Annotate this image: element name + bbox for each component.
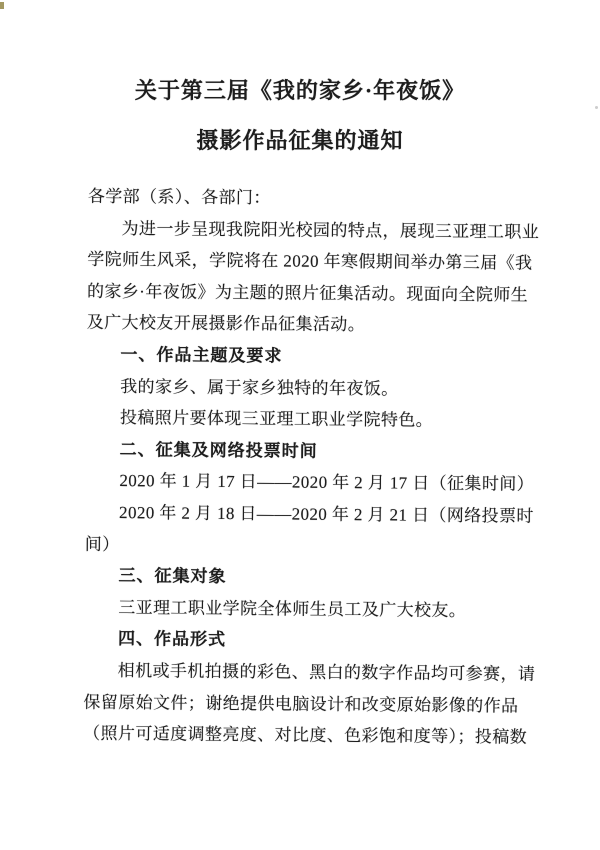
salutation-line: 各学部（系）、各部门： xyxy=(87,186,271,208)
body-line: 保留原始文件；谢绝提供电脑设计和改变原始影像的作品 xyxy=(83,692,519,716)
body-line: 投稿照片要体现三亚理工职业学院特色。 xyxy=(119,408,434,430)
body-line: 我的家乡、属于家乡独特的年夜饭。 xyxy=(120,376,399,399)
section-heading-4: 四、作品形式 xyxy=(117,629,227,650)
section-heading-2: 二、征集及网络投票时间 xyxy=(119,439,318,461)
document-body xyxy=(0,180,540,753)
section-heading-1: 一、作品主题及要求 xyxy=(120,345,283,366)
body-line: 为进一步呈现我院阳光校园的特点，展现三亚理工职业 xyxy=(121,218,540,242)
document-title-line-1: 关于第三届《我的家乡·年夜饭》 xyxy=(134,78,466,103)
document-title xyxy=(0,0,600,166)
body-line: （照片可适度调整亮度、对比度、色彩饱和度等）；投稿数 xyxy=(83,723,528,747)
section-heading-3: 三、征集对象 xyxy=(118,566,227,587)
body-line: 间） xyxy=(84,534,120,554)
date-line: 2020 年 1 月 17 日——2020 年 2 月 17 日（征集时间） xyxy=(119,471,535,495)
scan-artifact-corner xyxy=(0,2,4,9)
body-line: 三亚理工职业学院全体师生员工及广大校友。 xyxy=(118,597,467,620)
body-line: 及广大校友开展摄影作品征集活动。 xyxy=(86,313,366,335)
date-line: 2020 年 2 月 18 日——2020 年 2 月 21 日（网络投票时 xyxy=(119,502,534,526)
body-line: 的家乡·年夜饭》为主题的照片征集活动。现面向全院师生 xyxy=(86,281,529,305)
document-title-line-2: 摄影作品征集的通知 xyxy=(196,128,404,153)
scan-artifact-speck xyxy=(595,106,598,109)
body-line: 学院师生风采，学院将在 2020 年寒假期间举办第三届《我 xyxy=(87,249,533,273)
body-line: 相机或手机拍摄的彩色、黑白的数字作品均可参赛，请 xyxy=(117,660,536,684)
